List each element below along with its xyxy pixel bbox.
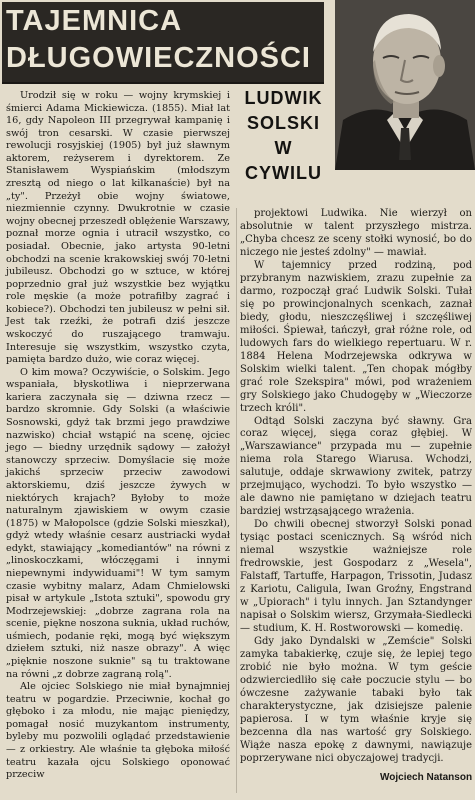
subtitle-block xyxy=(236,86,331,186)
title-line-1: TAJEMNICA xyxy=(6,5,183,37)
subtitle-line-1: LUDWIK xyxy=(244,88,323,108)
portrait-photo xyxy=(335,0,475,170)
author-signature: Wojciech Natanson xyxy=(380,772,473,783)
subtitle-line-2: SOLSKI xyxy=(246,113,320,133)
right-paragraph-1: projektowi Ludwika. Nie wierzył on absolutnie w talent przyszłego mistrza. „Chyba chcesz ze sceny stołki wynosić, bo do niczego nie jesteś zdolny" — mawiał. xyxy=(240,208,472,258)
left-paragraph-2: O kim mowa? Oczywiście, o Solskim. Jego wspaniała, błyskotliwa i nieprzerwana kariera zaczynała się — dziwna rzecz — bardzo skromnie. Gdy Solski (a właściwie Sosnowski, gdyż tak brzmi jego prawdziwe nazwisko) chciał wstąpić na scenę, ojciec jego — biedny urzędnik sądowy — założył stanowczy sprzeciw. Domyślacie się może jakichś sprzeciw przeciw zawodowi aktorskiemu, dziś jeszcze żywych w niektórych krajach? Byłoby to może naturalnym zjawiskiem w owym czasie (1875) w Małopolsce (gdzie Solski mieszkał), gdyż wtedy właśnie cesarz austriacki wydał edykt, stawiający „komediantów" na równi z „linoskoczkami, włóczęgami i innymi niepewnymi indywiduami"! W tym samym czasie wybitny malarz, Adam Chmielowski pisał w artykule „Istota sztuki", spowodu gry Modrzejewskiej: „dobrze zagrana rola na scenie, piękne noszona suknia, układ ruchów, uśmiech, podanie ręki, mogą być większym dziełem sztuki, niż nasze obrazy". A więc „pięknie noszone suknie" są tu traktowane na równi „z dobrze zagraną rolą". xyxy=(6,366,230,680)
title-line-2: DŁUGOWIECZNOŚCI xyxy=(6,42,311,74)
right-paragraph-5: Gdy jako Dyndalski w „Zemście" Solski zamyka tabakierkę, czuje się, że lepiej tego zrobić nie było można. W tym geście odzwierciedliło się całe poczucie stylu — bo ówczesne zażywanie tabaki było tak charakterystyczne, jak dzisiejsze palenie papierosa. I w tym właśnie kryje się bezcenna dla nas wartość gry Solskiego. Wiąże nasza epokę z dawnymi, nawiązuje poprzerywane nici obyczajowej tradycji. xyxy=(240,635,472,764)
left-paragraph-3: Ale ojciec Solskiego nie miał bynajmniej teatru w pogardzie. Przeciwnie, kochał go głęboko i za młodu, nie mając pieniędzy, pomagał nosić muzykantom instrumenty, byleby mu pozwolili oglądać przedstawienie — z orkiestry. Ale właśnie ta głęboka miłość teatru kazała ojcu Solskiego oponować przeciw xyxy=(6,681,230,781)
subtitle-line-3: W xyxy=(274,138,293,158)
right-column xyxy=(240,208,472,766)
right-paragraph-2: W tajemnicy przed rodziną, pod przybranym nazwiskiem, zrazu zupełnie za darmo, rozpoczął grać Ludwik Solski. Tułał się po prowincjonalnych scenkach, zaznał biedy, głodu, nieszczęśliwej i szczęśliwej miłości. Śpiewał, tańczył, grał różne role, od ludowych fars do wielkiego repertuaru. W r. 1884 Helena Modrzejewska odkrywa w Solskim wielki talent. „Ten chopak mógłby grać role Szekspira" mówi, pod wrażeniem gry Solskiego jako Chudogęby w „Wieczorze trzech króli". xyxy=(240,259,472,414)
subtitle-line-4: CYWILU xyxy=(245,163,322,183)
left-column xyxy=(6,90,230,782)
left-paragraph-1: Urodził się w roku — wojny krymskiej i śmierci Adama Mickiewicza. (1855). Miał lat 16, gdy Napoleon III przegrywał kampanię i swój tron cesarski. W czasie pierwszej rewolucji rosyjskiej (1905) był już sławnym aktorem, reżyserem i dyrektorem. Ze Stanisławem Wyspiańskim (młodszym zresztą od niego o lat kilkanaście) był na „ty". Przeżył obie wojny światowe, niezmiennie czynny. Dwukrotnie w czasie wojny obecnej przeszedł oblężenie Warszawy, poznał morze ognia i utracił wszystko, co posiadał. Obecnie, jako artysta 90-letni obchodzi na scenie krakowskiej swój 70-letni jubileusz. Obchodzi go w sztuce, w której poprzednio grał już wszystkie bez wyjątku role męskie (a może potrafiłby zagrać i kobiece?). Obchodzi ten jubileusz w pełni sił. Jest tak rzeźki, że potrafi dziś jeszcze wskoczyć do ruszającego tramwaju. Interesuje się wszystkim, wszystko czyta, pamięta bardzo dużo, wie coraz więcej. xyxy=(6,90,230,366)
column-divider xyxy=(236,208,237,793)
right-paragraph-3: Odtąd Solski zaczyna być sławny. Gra coraz więcej, sięga coraz głębiej. W „Warszawiance" przypada mu — zupełnie niema rola Starego Wiarusa. Wchodzi, salutuje, oddaje skrwawiony zwitek, patrzy przejmująco, wychodzi. To było wszystko — ale dawno nie pamiętano w dziejach teatru bardziej wstrząsającego wrażenia. xyxy=(240,415,472,518)
right-paragraph-4: Do chwili obecnej stworzył Solski ponad tysiąc postaci scenicznych. Są wśród nich niemal wszystkie ważniejsze role fredrowskie, jest Gospodarz z „Wesela", Falstaff, Tartuffe, Harpagon, Trissotin, Judasz z Kariotu, Caligula, Iwan Groźny, Engstrand w „Upiorach" i tylu innych. Jan Sztandynger napisał o Solskim wiersz, Grzymała-Siedlecki — studium, K. H. Rostworowski — komedię. xyxy=(240,519,472,634)
portrait-photo-icon xyxy=(335,0,475,170)
title-banner xyxy=(2,2,324,84)
